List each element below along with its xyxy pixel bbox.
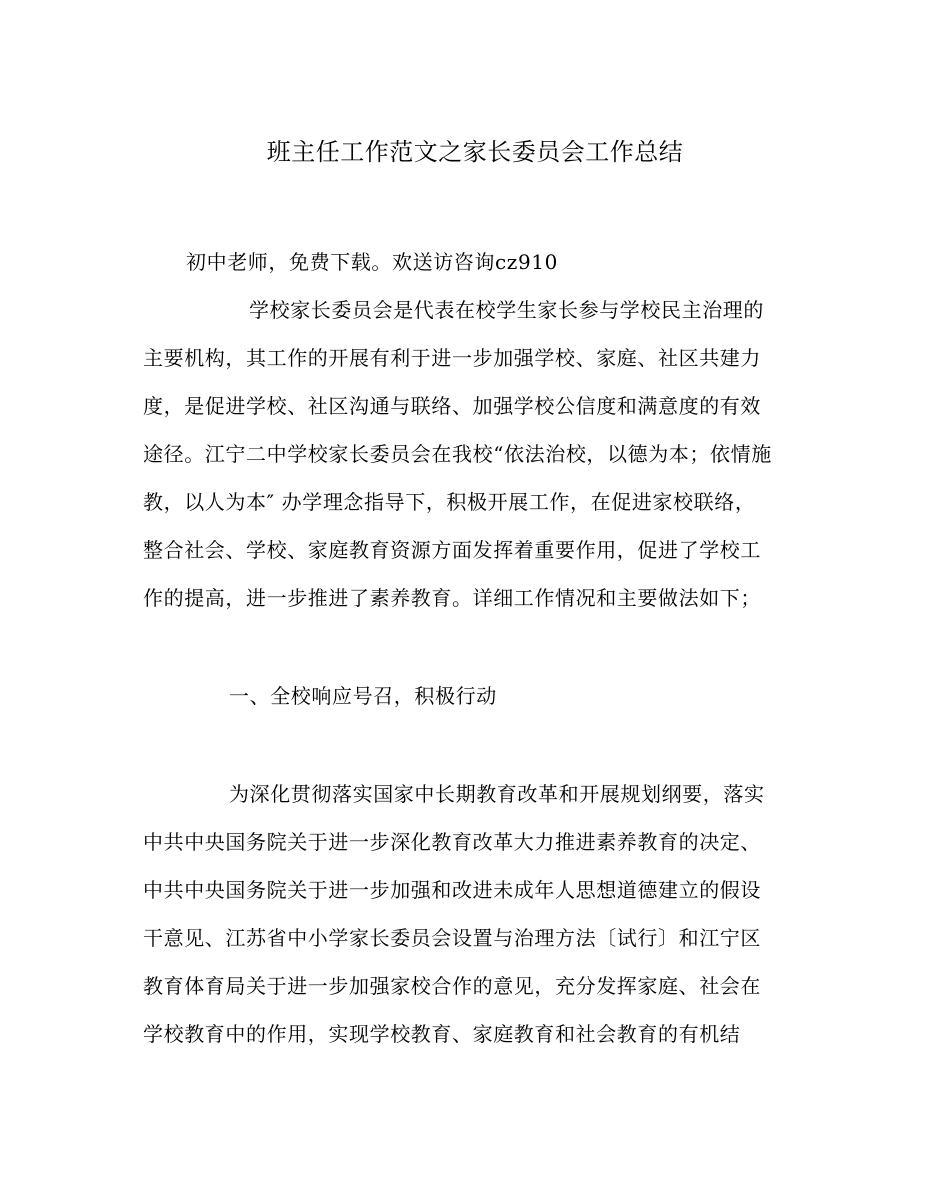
- paragraph-line: 干意见、江苏省中小学家长委员会设置与治理方法〔试行〕和江宁区: [143, 926, 761, 950]
- paragraph-line: 整合社会、学校、家庭教育资源方面发挥着重要作用，促进了学校工: [143, 538, 761, 562]
- paragraph-line: 度，是促进学校、社区沟通与联络、加强学校公信度和满意度的有效: [143, 394, 761, 418]
- document-title: 班主任工作范文之家长委员会工作总结: [266, 138, 684, 166]
- paragraph-line: 途径。江宁二中学校家长委员会在我校“依法治校，以德为本；依情施: [143, 442, 772, 466]
- paragraph-line: 教，以人为本″ 办学理念指导下，积极开展工作，在促进家校联络，: [143, 490, 756, 514]
- paragraph-line: 为深化贯彻落实国家中长期教育改革和开展规划纲要，落实: [229, 782, 765, 806]
- paragraph-line: 教育体育局关于进一步加强家校合作的意见，充分发挥家庭、社会在: [143, 974, 761, 998]
- paragraph-line: 中共中央国务院关于进一步加强和改进未成年人思想道德建立的假设: [143, 878, 761, 902]
- intro-line: 初中老师，免费下载。欢送访咨询cz910: [186, 250, 558, 274]
- paragraph-line: 主要机构，其工作的开展有利于进一步加强学校、家庭、社区共建力: [143, 346, 761, 370]
- paragraph-line: 中共中央国务院关于进一步深化教育改革大力推进素养教育的决定、: [143, 830, 761, 854]
- paragraph-line: 学校教育中的作用，实现学校教育、家庭教育和社会教育的有机结: [143, 1022, 741, 1046]
- section-1-heading: 一、全校响应号召，积极行动: [229, 684, 497, 708]
- paragraph-line: 作的提高，进一步推进了素养教育。详细工作情况和主要做法如下；: [143, 586, 761, 610]
- paragraph-line: 学校家长委员会是代表在校学生家长参与学校民主治理的: [249, 298, 764, 322]
